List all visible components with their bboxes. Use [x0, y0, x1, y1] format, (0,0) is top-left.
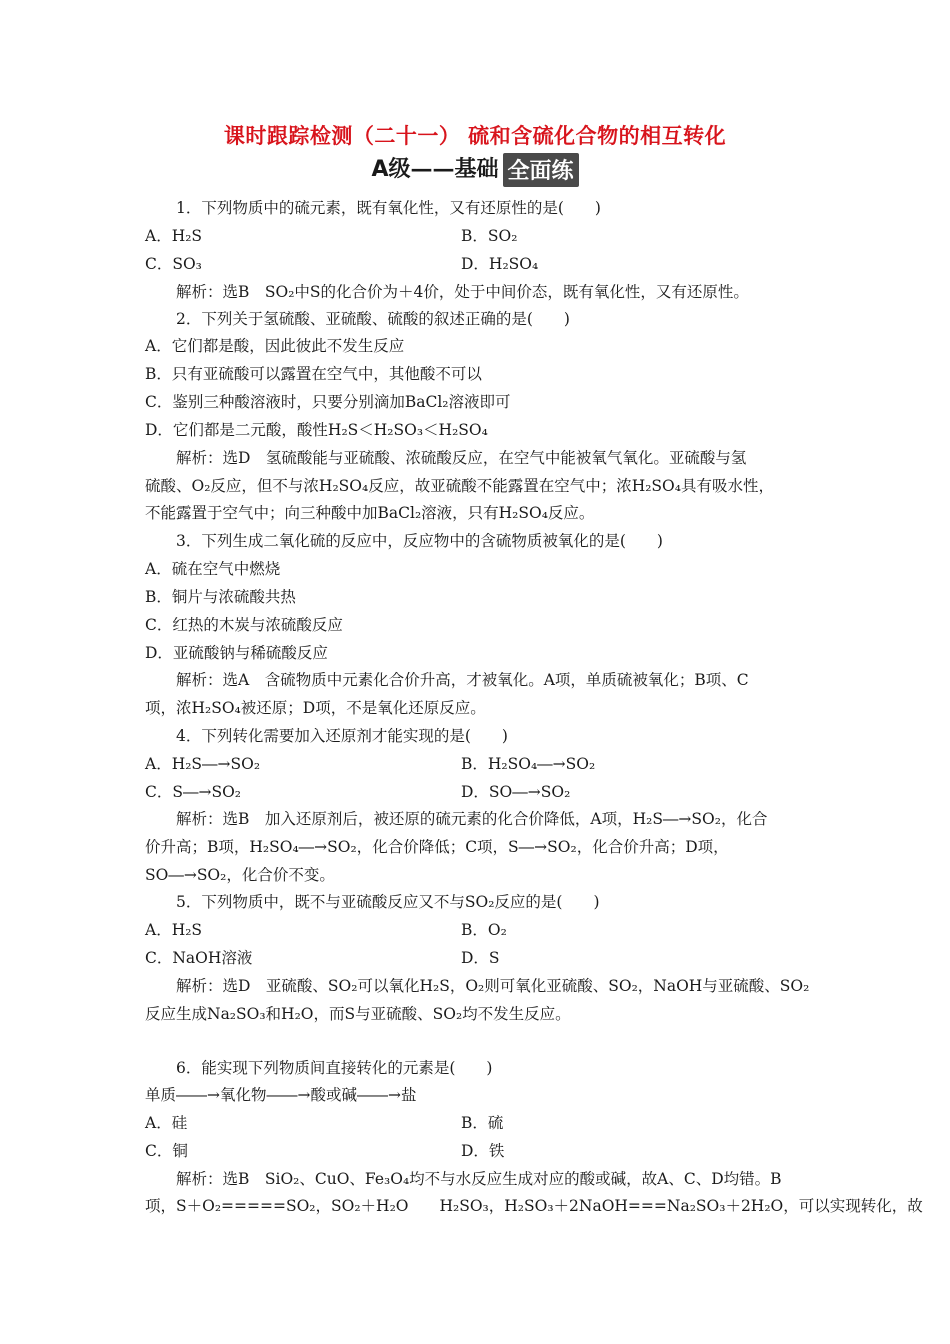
question-5-option-c: C．NaOH溶液: [145, 949, 253, 967]
question-2-analysis-line-3: 不能露置于空气中；向三种酸中加BaCl₂溶液，只有H₂SO₄反应。: [145, 504, 595, 522]
question-2-option-d: D．它们都是二元酸，酸性H₂S＜H₂SO₃＜H₂SO₄: [145, 421, 488, 439]
question-4-option-b: B．H₂SO₄―→SO₂: [461, 755, 596, 773]
question-3-analysis-line-1: 解析：选A 含硫物质中元素化合价升高，才被氧化。A项，单质硫被氧化；B项、C: [176, 671, 749, 689]
question-3-stem: 3．下列生成二氧化硫的反应中，反应物中的含硫物质被氧化的是( ): [176, 532, 663, 550]
question-4-analysis-line-3: SO―→SO₂，化合价不变。: [145, 866, 335, 884]
question-4-option-a: A．H₂S―→SO₂: [145, 755, 261, 773]
question-1-option-d: D．H₂SO₄: [461, 255, 539, 273]
question-2-analysis-line-1: 解析：选D 氢硫酸能与亚硫酸、浓硫酸反应，在空气中能被氧气氧化。亚硫酸与氢: [176, 449, 747, 467]
question-1-stem: 1．下列物质中的硫元素，既有氧化性，又有还原性的是( ): [176, 199, 601, 217]
question-6-option-c: C．铜: [145, 1142, 188, 1160]
question-4-analysis-line-2: 价升高；B项，H₂SO₄―→SO₂，化合价降低；C项，S―→SO₂，化合价升高；D项，: [145, 838, 729, 856]
question-3-option-a: A．硫在空气中燃烧: [145, 560, 281, 578]
question-3-option-c: C．红热的木炭与浓硫酸反应: [145, 616, 343, 634]
question-4-option-c: C．S―→SO₂: [145, 783, 242, 801]
question-1-option-b: B．SO₂: [461, 227, 518, 245]
question-5-option-b: B．O₂: [461, 921, 507, 939]
question-6-option-b: B．硫: [461, 1114, 504, 1132]
question-2-stem: 2．下列关于氢硫酸、亚硫酸、硫酸的叙述正确的是( ): [176, 310, 570, 328]
question-1-option-a: A．H₂S: [145, 227, 203, 245]
question-2-option-c: C．鉴别三种酸溶液时，只要分别滴加BaCl₂溶液即可: [145, 393, 511, 411]
question-1-option-c: C．SO₃: [145, 255, 202, 273]
question-6-conversion-chain: 单质――→氧化物――→酸或碱――→盐: [145, 1086, 417, 1104]
question-6-analysis-line-2: 项，S＋O₂=====SO₂，SO₂＋H₂O H₂SO₃，H₂SO₃＋2NaOH===Na₂SO₃＋2H₂O，可以实现转化，故: [145, 1197, 923, 1215]
question-2-option-b: B．只有亚硫酸可以露置在空气中，其他酸不可以: [145, 365, 482, 383]
question-2-option-a: A．它们都是酸，因此彼此不发生反应: [145, 337, 405, 355]
question-6-stem: 6．能实现下列物质间直接转化的元素是( ): [176, 1059, 493, 1077]
question-4-stem: 4．下列转化需要加入还原剂才能实现的是( ): [176, 727, 508, 745]
question-5-stem: 5．下列物质中，既不与亚硫酸反应又不与SO₂反应的是( ): [176, 893, 600, 911]
question-6-option-d: D．铁: [461, 1142, 505, 1160]
page-title: 课时跟踪检测（二十一） 硫和含硫化合物的相互转化: [223, 123, 727, 148]
question-4-option-d: D．SO―→SO₂: [461, 783, 571, 801]
question-6-analysis-line-1: 解析：选B SiO₂、CuO、Fe₃O₄均不与水反应生成对应的酸或碱，故A、C、D均错。B: [176, 1170, 782, 1188]
level-badge: 全面练: [503, 153, 579, 187]
question-4-analysis-line-1: 解析：选B 加入还原剂后，被还原的硫元素的化合价降低，A项，H₂S―→SO₂，化合: [176, 810, 768, 828]
question-2-analysis-line-2: 硫酸、O₂反应，但不与浓H₂SO₄反应，故亚硫酸不能露置在空气中；浓H₂SO₄具有吸水性，: [145, 477, 774, 495]
question-5-option-a: A．H₂S: [145, 921, 203, 939]
question-5-option-d: D．S: [461, 949, 500, 967]
question-3-analysis-line-2: 项，浓H₂SO₄被还原；D项，不是氧化还原反应。: [145, 699, 486, 717]
level-letter: A: [371, 157, 389, 182]
question-3-option-d: D．亚硫酸钠与稀硫酸反应: [145, 644, 328, 662]
question-3-option-b: B．铜片与浓硫酸共热: [145, 588, 296, 606]
question-6-option-a: A．硅: [145, 1114, 188, 1132]
question-5-analysis-line-2: 反应生成Na₂SO₃和H₂O，而S与亚硫酸、SO₂均不发生反应。: [145, 1005, 571, 1023]
question-5-analysis-line-1: 解析：选D 亚硫酸、SO₂可以氧化H₂S，O₂则可氧化亚硫酸、SO₂，NaOH与亚硫酸、SO₂: [176, 977, 810, 995]
question-1-analysis: 解析：选B SO₂中S的化合价为＋4价，处于中间价态，既有氧化性，又有还原性。: [176, 283, 749, 301]
level-heading: [0, 152, 950, 187]
level-text: 级——基础: [388, 156, 499, 182]
